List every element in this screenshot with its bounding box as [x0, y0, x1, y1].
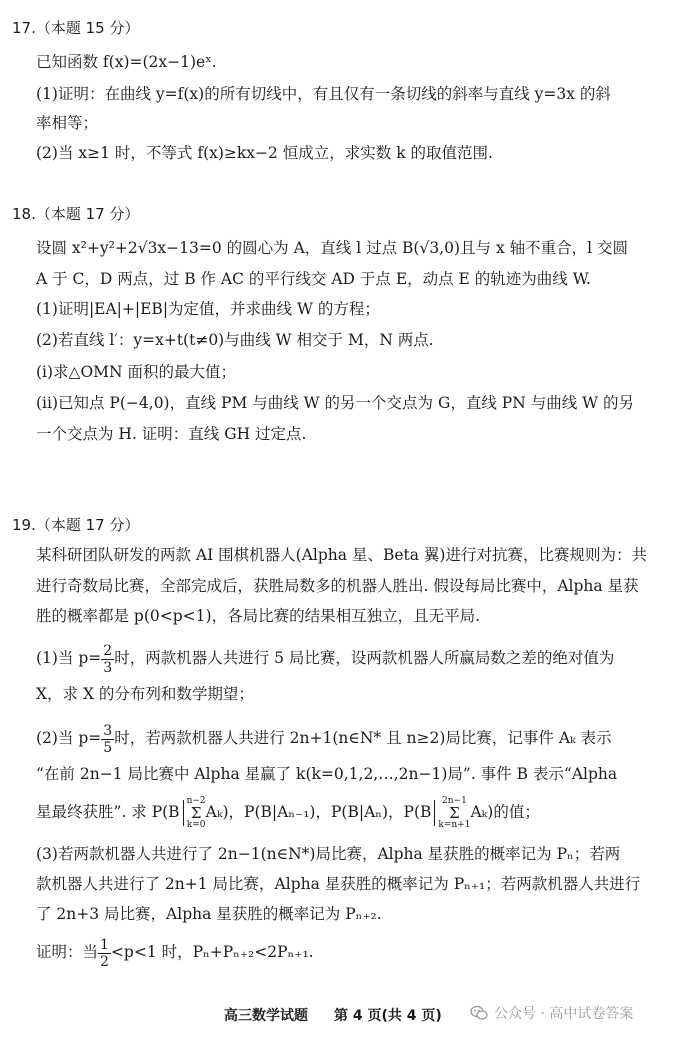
conditional-bar — [183, 800, 184, 826]
q19-text: 时，两款机器人共进行 5 局比赛，设两款机器人所赢局数之差的绝对值为 — [114, 649, 615, 667]
sigma-symbol: Σ — [190, 803, 202, 822]
sum-upper-limit: n−2 — [186, 795, 206, 806]
q19-text: 证明：当 — [36, 943, 99, 961]
summation-lower — [187, 797, 206, 830]
q19-text: Aₖ)的值； — [470, 803, 540, 821]
sum-upper-limit: 2n−1 — [442, 795, 467, 806]
q18-line: 一个交点为 H. 证明：直线 GH 过定点. — [36, 425, 307, 443]
fraction-numerator: 1 — [100, 936, 109, 953]
q19-text: <p<1 时，Pₙ+Pₙ₊₂<2Pₙ₊₁. — [110, 943, 314, 961]
fraction-numerator: 3 — [103, 722, 113, 739]
q19-text: (1)当 p= — [36, 649, 102, 667]
q19-line: (3)若两款机器人共进行了 2n−1(n∈N*)局比赛，Alpha 星获胜的概率记为 Pₙ；若两 — [36, 845, 621, 863]
fraction-two-thirds — [101, 644, 114, 675]
summation-upper — [438, 797, 470, 830]
watermark — [470, 1003, 633, 1023]
q17-line: (2)当 x≥1 时，不等式 f(x)≥kx−2 恒成立，求实数 k 的取值范围. — [36, 144, 493, 162]
q18-line: A 于 C，D 两点，过 B 作 AC 的平行线交 AD 于点 E，动点 E 的轨迹为曲线 W. — [36, 270, 591, 288]
q17-line: (1)证明：在曲线 y=f(x)的所有切线中，有且仅有一条切线的斜率与直线 y=3x 的斜 — [36, 85, 611, 103]
q19-line: X，求 X 的分布列和数学期望； — [36, 685, 254, 703]
q19-part2-probabilities — [36, 792, 540, 832]
q19-line: 某科研团队研发的两款 AI 围棋机器人(Alpha 星、Beta 翼)进行对抗赛，比赛规则为：共 — [36, 546, 647, 564]
fraction-denominator: 3 — [103, 659, 113, 676]
sigma-symbol: Σ — [449, 803, 460, 822]
q19-line: 胜的概率都是 p(0<p<1)，各局比赛的结果相互独立，且无平局. — [36, 607, 480, 625]
q19-line: 进行奇数局比赛，全部完成后，获胜局数多的机器人胜出. 假设每局比赛中，Alpha 星获 — [36, 577, 639, 595]
q18-heading: 18.（本题 17 分） — [12, 205, 140, 223]
sum-lower-limit: k=0 — [186, 819, 206, 830]
q17-heading: 17.（本题 15 分） — [12, 19, 140, 37]
q18-line: 设圆 x²+y²+2√3x−13=0 的圆心为 A，直线 l 过点 B(√3,0)且与 x 轴不重合，l 交圆 — [36, 239, 629, 257]
fraction-numerator: 2 — [103, 642, 113, 659]
fraction-denominator: 2 — [100, 953, 109, 970]
fraction-one-half — [98, 938, 111, 969]
wechat-icon — [470, 1005, 488, 1021]
q18-line: (1)证明|EA|+|EB|为定值，并求曲线 W 的方程； — [36, 300, 380, 318]
q18-line: (ii)已知点 P(−4,0)，直线 PM 与曲线 W 的另一个交点为 G，直线 PN 与曲线 W 的另 — [36, 394, 634, 412]
sum-lower-limit: k=n+1 — [438, 819, 471, 830]
page-number: 第 4 页(共 4 页) — [334, 1008, 442, 1024]
q19-line: 了 2n+3 局比赛，Alpha 星获胜的概率记为 Pₙ₊₂. — [36, 905, 382, 923]
q18-line: (i)求△OMN 面积的最大值； — [36, 363, 237, 381]
q19-part3-proof-line — [36, 932, 314, 972]
watermark-text: 公众号 · 高中试卷答案 — [494, 1006, 634, 1022]
fraction-three-fifths — [101, 724, 114, 755]
q18-line: (2)若直线 l′：y=x+t(t≠0)与曲线 W 相交于 M，N 两点. — [36, 331, 434, 349]
q19-text: 时，若两款机器人共进行 2n+1(n∈N* 且 n≥2)局比赛，记事件 Aₖ 表示 — [114, 729, 612, 747]
q19-heading: 19.（本题 17 分） — [12, 516, 140, 534]
exam-title: 高三数学试题 — [224, 1008, 308, 1024]
conditional-bar — [434, 800, 435, 826]
q19-line: “在前 2n−1 局比赛中 Alpha 星赢了 k(k=0,1,2,…,2n−1)局”. 事件 B 表示“Alpha — [36, 765, 618, 783]
fraction-denominator: 5 — [103, 739, 113, 756]
q19-text: Aₖ)，P(B|Aₙ₋₁)，P(B|Aₙ)，P(B — [205, 803, 432, 821]
q17-line: 已知函数 f(x)=(2x−1)eˣ. — [36, 53, 217, 71]
q19-part2-line — [36, 718, 612, 758]
q19-part1-line — [36, 638, 614, 678]
q19-text: (2)当 p= — [36, 729, 102, 747]
q19-text: 星最终获胜”. 求 P(B — [36, 803, 180, 821]
q17-line: 率相等； — [36, 114, 99, 132]
q19-line: 款机器人共进行了 2n+1 局比赛，Alpha 星获胜的概率记为 Pₙ₊₁；若两款机器人共进行 — [36, 875, 641, 893]
